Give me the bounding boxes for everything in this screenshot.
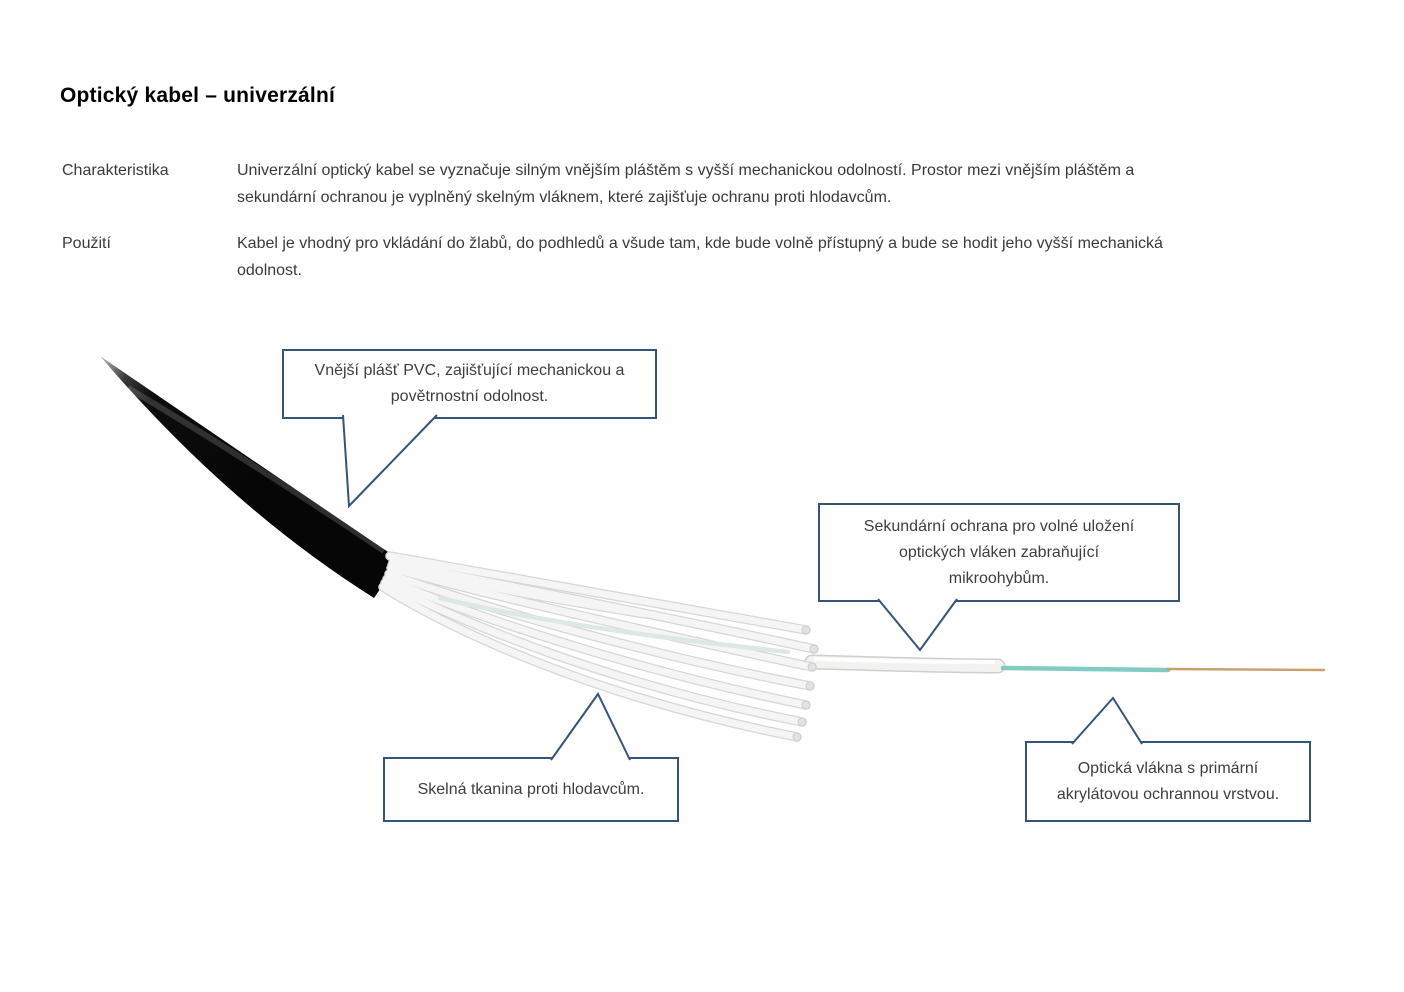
paragraph-line: Univerzální optický kabel se vyznačuje silným vnějším pláštěm s vyšší mechanickou odolností. Prostor mezi vnějším pláštěm a (237, 162, 1135, 179)
callout-line: akrylátovou ochrannou vrstvou. (1056, 785, 1280, 803)
callout-line: Sekundární ochrana pro volné uložení (863, 517, 1135, 535)
callout-line: Vnější plášť PVC, zajišťující mechanickou a (314, 362, 625, 379)
paragraph-line: odolnost. (237, 262, 302, 279)
callout-line: Optická vlákna s primární (1077, 759, 1259, 777)
optical-fiber-orange (1168, 669, 1324, 670)
fiberglass-strands (383, 556, 818, 741)
section-label-pouziti: Použití (62, 235, 111, 252)
callout-line: povětrnostní odolnost. (390, 388, 549, 405)
callout-line: mikroohybům. (948, 569, 1050, 587)
secondary-protection-tube (812, 659, 998, 666)
section-label-charakteristika: Charakteristika (62, 162, 169, 179)
paragraph-line: Kabel je vhodný pro vkládání do žlabů, do podhledů a všude tam, kde bude volně přístupný a bude se hodit jeho vyšší mechanická (237, 235, 1163, 252)
callout-line: Skelná tkanina proti hlodavcům. (417, 780, 645, 798)
callout-fiberglass (383, 757, 679, 822)
callout-optical-fibers (1025, 741, 1311, 822)
paragraph-line: sekundární ochranou je vyplněný skelným vláknem, které zajišťuje ochranu proti hlodavcům. (237, 189, 892, 206)
optical-fiber-teal (1003, 668, 1168, 670)
callout-line: optických vláken zabraňující (898, 543, 1100, 561)
callout-outer-jacket (282, 349, 657, 419)
page-title: Optický kabel – univerzální (60, 84, 336, 107)
callout-secondary-protection (818, 503, 1180, 602)
